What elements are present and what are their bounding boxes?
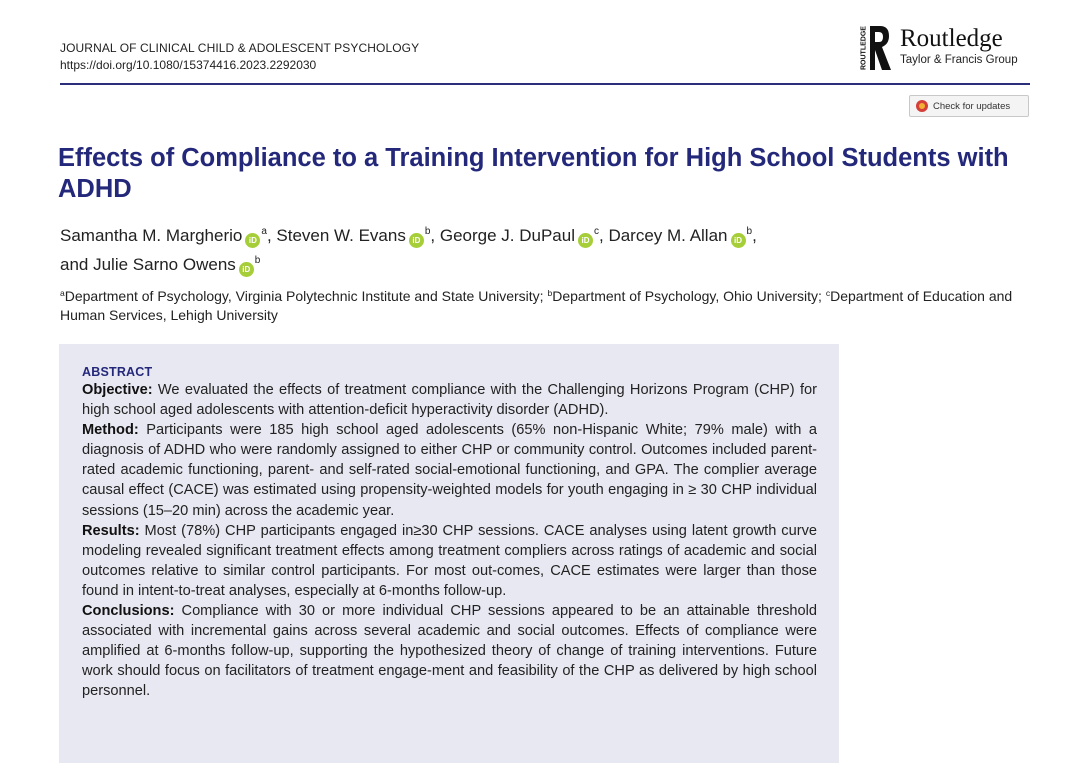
orcid-icon[interactable]: iD xyxy=(731,233,746,248)
author-affiliation-mark: a xyxy=(261,226,267,237)
affiliation-text: Department of Psychology, Ohio University; xyxy=(552,288,826,304)
author-4 xyxy=(608,226,756,245)
check-for-updates-label: Check for updates xyxy=(933,100,1011,112)
abstract-section-label: Objective: xyxy=(82,382,153,398)
author-1 xyxy=(60,226,276,245)
author-3 xyxy=(440,226,609,245)
journal-name: JOURNAL OF CLINICAL CHILD & ADOLESCENT PSYCHOLOGY xyxy=(60,41,420,55)
header-divider xyxy=(60,83,1030,85)
logo-vertical-text: ROUTLEDGE xyxy=(860,26,868,70)
affiliation-text: Department of Psychology, Virginia Polytechnic Institute and State University; xyxy=(64,288,548,304)
crossmark-icon xyxy=(916,100,928,112)
author-name: Steven W. Evans xyxy=(276,226,406,245)
author-name: George J. DuPaul xyxy=(439,226,575,245)
author-affiliation-mark: c xyxy=(594,226,599,237)
orcid-icon[interactable]: iD xyxy=(578,233,593,248)
abstract-box xyxy=(59,344,839,763)
publisher-name: Routledge xyxy=(900,25,1003,52)
doi-link[interactable]: https://doi.org/10.1080/15374416.2023.2292030 xyxy=(60,58,317,72)
abstract-method xyxy=(82,420,817,520)
author-affiliation-mark: b xyxy=(254,255,261,266)
author-2 xyxy=(276,226,439,245)
author-name: and Julie Sarno Owens xyxy=(60,255,236,274)
publisher-group: Taylor & Francis Group xyxy=(900,54,1018,66)
author-name: Samantha M. Margherio xyxy=(60,226,243,245)
author-name: Darcey M. Allan xyxy=(608,226,728,245)
affiliation-text: Department of Education and Human Services, Lehigh University xyxy=(60,288,1013,323)
orcid-icon[interactable]: iD xyxy=(409,233,424,248)
author-separator: , xyxy=(752,226,757,245)
author-separator: , xyxy=(266,226,277,245)
check-for-updates-button[interactable] xyxy=(909,95,1029,117)
affiliations xyxy=(60,284,1032,325)
abstract-conclusions xyxy=(82,601,817,701)
affiliation-key: c xyxy=(825,288,831,298)
abstract-section-label: Results: xyxy=(82,522,140,539)
author-separator: , xyxy=(430,226,440,245)
abstract-objective xyxy=(82,380,817,420)
abstract-section-text: Participants were 185 high school aged adolescents (65% non-Hispanic White; 79% male) with a diagnosis of ADHD who were randomly assigned to either CHP or community control. Outcomes included parent-rated academic functioning, parent- and self-rated social-emotional functioning, and GPA. The complier average causal effect (CACE) was estimated using propensity-weighted models for youth engaging in ≥ 30 CHP individual sessions (15–20 min) across the academic year. xyxy=(82,422,817,519)
abstract-section-text: Most (78%) CHP participants engaged in≥30 CHP sessions. CACE analyses using latent growth curve modeling revealed significant treatment effects among treatment compliers across ratings of academic and social outcomes relative to similar control participants. For most out-comes, CACE estimates were larger than those found in intent-to-treat analyses, especially at 6-months follow-up. xyxy=(82,522,817,599)
orcid-icon[interactable]: iD xyxy=(239,262,254,277)
article-title: Effects of Compliance to a Training Intervention for High School Students with ADHD xyxy=(58,144,1009,203)
abstract-results xyxy=(82,521,817,601)
author-affiliation-mark: b xyxy=(424,226,431,237)
author-separator: , xyxy=(599,226,609,245)
orcid-icon[interactable]: iD xyxy=(245,233,260,248)
routledge-logo-icon xyxy=(858,24,892,72)
abstract-heading: ABSTRACT xyxy=(82,365,153,379)
abstract-section-text: Compliance with 30 or more individual CHP sessions appeared to be an attainable threshold associated with incremental gains across several academic and social outcomes. Effects of compliance were amplified at 6-months follow-up, supporting the hypothesized theory of change of training interventions. Future work should focus on facilitators of treatment engage-ment and feasibility of the CHP as delivered by high school personnel. xyxy=(82,603,817,700)
publisher-logo[interactable] xyxy=(858,22,1038,74)
abstract-section-label: Method: xyxy=(82,422,139,439)
author-list xyxy=(60,219,1020,277)
author-5 xyxy=(60,255,260,274)
journal-header xyxy=(60,40,419,74)
abstract-section-text: We evaluated the effects of treatment compliance with the Challenging Horizons Program (CHP) for high school aged adolescents with attention-deficit hyperactivity disorder (ADHD). xyxy=(82,382,817,419)
author-affiliation-mark: b xyxy=(746,226,753,237)
affiliation-key: a xyxy=(60,288,65,298)
affiliation-key: b xyxy=(547,288,553,298)
abstract-section-label: Conclusions: xyxy=(82,603,175,620)
